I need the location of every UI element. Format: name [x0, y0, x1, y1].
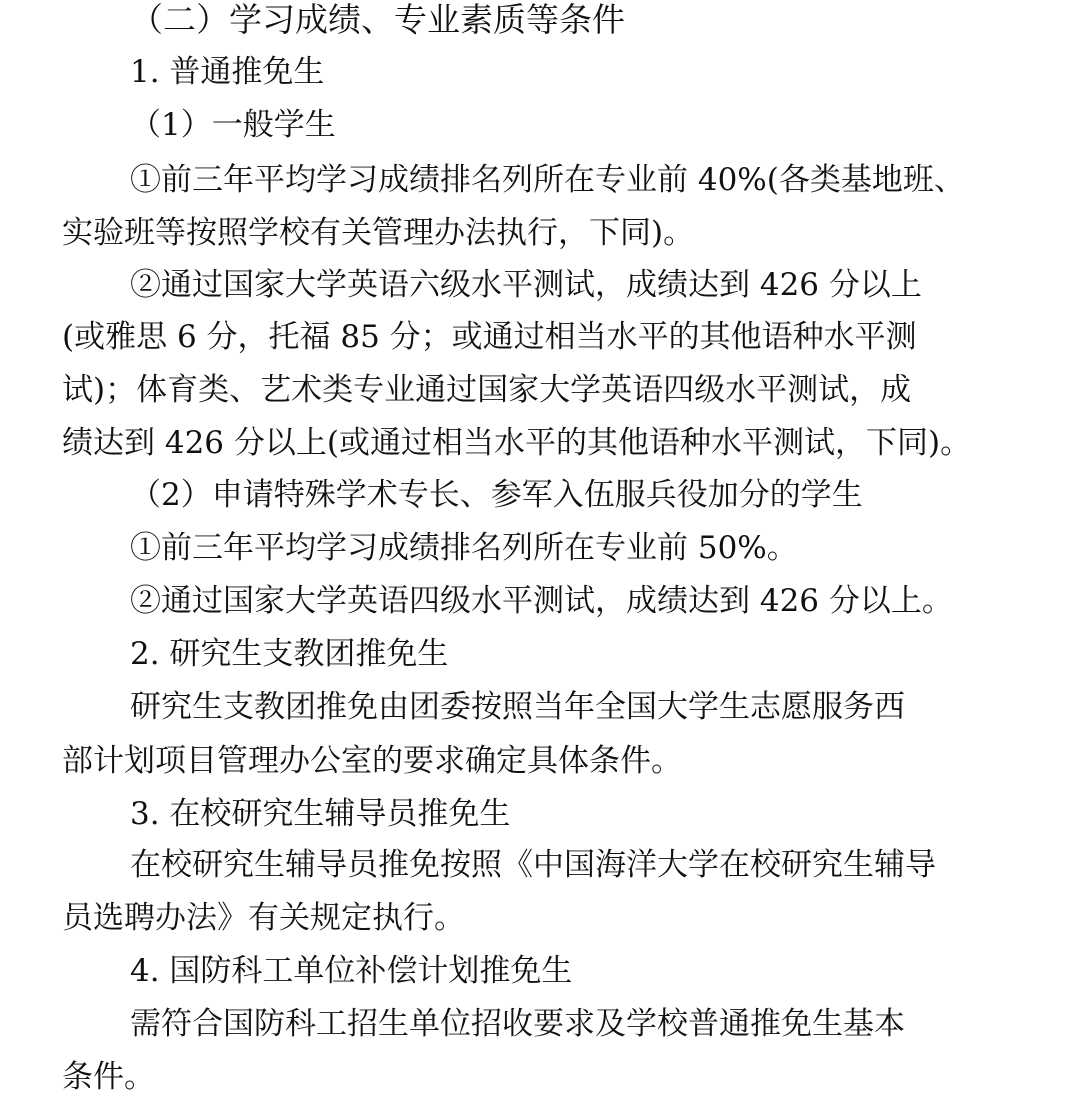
item-1-sub-1-paragraph-2-line-2: (或雅思 6 分，托福 85 分；或通过相当水平的其他语种水平测: [62, 319, 917, 355]
item-1-sub-1-paragraph-2-line-3: 试)；体育类、艺术类专业通过国家大学英语四级水平测试，成: [62, 372, 912, 408]
item-1-sub-1-paragraph-2-line-1: ②通过国家大学英语六级水平测试，成绩达到 426 分以上: [130, 267, 922, 303]
item-1-sub-2-paragraph-2: ②通过国家大学英语四级水平测试，成绩达到 426 分以上。: [130, 583, 953, 619]
item-3-title: 3. 在校研究生辅导员推免生: [130, 796, 511, 832]
item-1-title: 1. 普通推免生: [130, 54, 325, 90]
item-4-body-line-1: 需符合国防科工招生单位招收要求及学校普通推免生基本: [130, 1006, 905, 1042]
item-1-sub-2-title: （2）申请特殊学术专长、参军入伍服兵役加分的学生: [130, 477, 863, 513]
item-1-sub-1-paragraph-1-line-1: ①前三年平均学习成绩排名列所在专业前 40%(各类基地班、: [130, 162, 965, 198]
item-2-body-line-2: 部计划项目管理办公室的要求确定具体条件。: [62, 743, 682, 779]
item-1-sub-1-paragraph-1-line-2: 实验班等按照学校有关管理办法执行，下同)。: [62, 215, 695, 251]
item-1-sub-1-paragraph-2-line-4: 绩达到 426 分以上(或通过相当水平的其他语种水平测试，下同)。: [62, 425, 972, 461]
item-4-title: 4. 国防科工单位补偿计划推免生: [130, 953, 573, 989]
item-1-sub-1-title: （1）一般学生: [130, 107, 336, 143]
item-2-body-line-1: 研究生支教团推免由团委按照当年全国大学生志愿服务西: [130, 689, 905, 725]
item-3-body-line-2: 员选聘办法》有关规定执行。: [62, 900, 465, 936]
item-1-sub-2-paragraph-1: ①前三年平均学习成绩排名列所在专业前 50%。: [130, 530, 798, 566]
item-2-title: 2. 研究生支教团推免生: [130, 636, 449, 672]
item-3-body-line-1: 在校研究生辅导员推免按照《中国海洋大学在校研究生辅导: [130, 847, 936, 883]
item-4-body-line-2: 条件。: [62, 1059, 155, 1095]
section-heading: （二）学习成绩、专业素质等条件: [130, 0, 625, 39]
